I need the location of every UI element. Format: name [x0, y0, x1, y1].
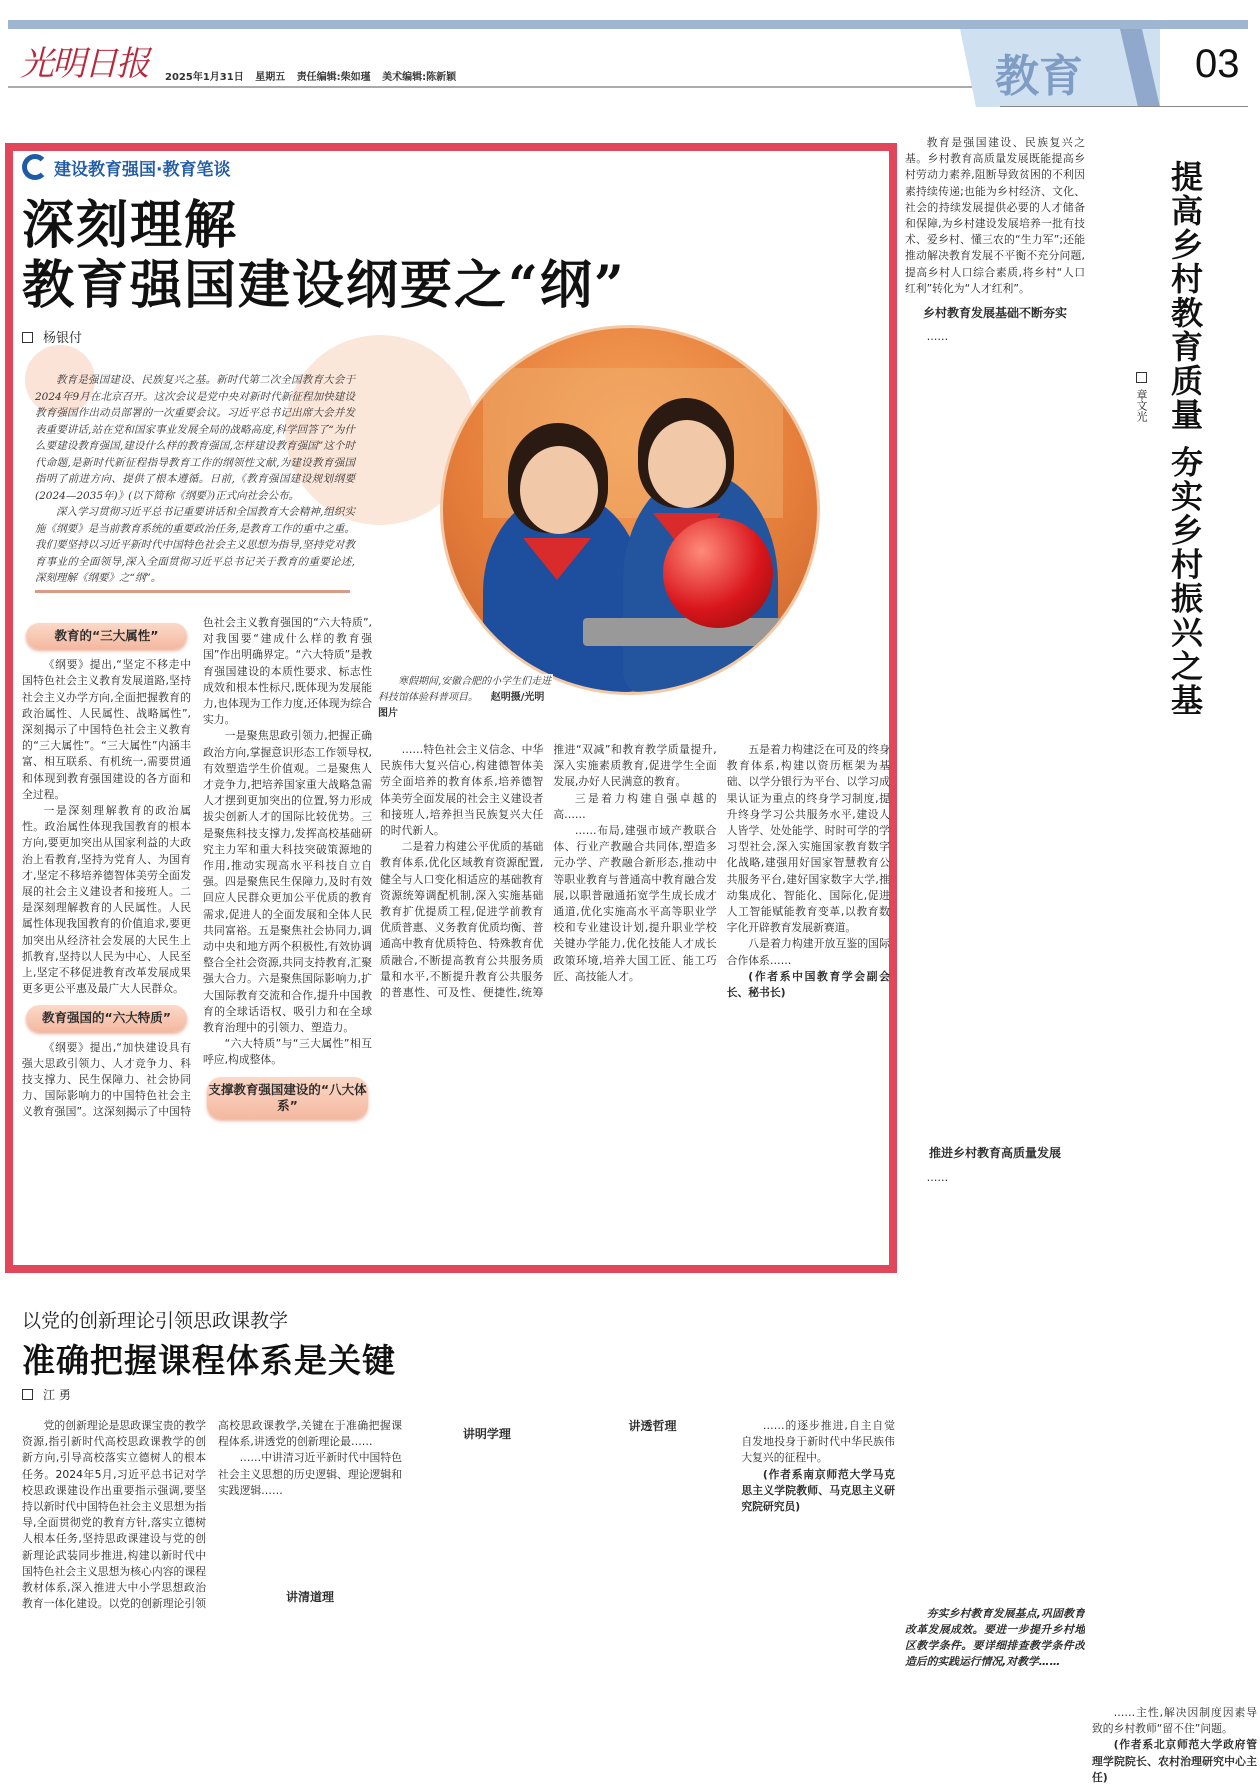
- paragraph: 五是着力构建泛在可及的终身教育体系,构建以资历框架为基础、以学分银行为平台、以学习成果认证为重点的终身学习制度,提升终身学习公共服务水平,建设人人皆学、处处能学、时时可学的学习型社会,深入实施国家教育数字化战略,建强用好国家智慧教育公共服务平台,建好国家数字大学,推动集成化、智能化、国际化,促进人工智能赋能教育变革,以教育数字化开辟教育发展新赛道。: [726, 743, 890, 935]
- paragraph: 二是着力构建公平优质的基础教育体系,优化区域教育资源配置,健全与人口变化相适应的基础教育资源统筹调配机制,深入实施基础教育扩优提质工程,促进学前教育优质普惠、义务教育优质均衡、普通高中教育优质特色、特殊教育优质融合,不断提高教育公共服务质量和水平,不断提升教育公共服务的普惠性、可及性、便捷性,统筹推进“双减”和教育教学质量提升,深入实施素质教育,促进学生全面发展,办好人民满意的教育。: [380, 743, 717, 1000]
- author-credit: (作者系中国教育学会副会长、秘书长): [726, 969, 890, 1000]
- date: 2025年1月31日: [165, 72, 244, 83]
- subhead-three-attributes: 教育的“三大属性”: [26, 623, 187, 649]
- lede-divider: [35, 590, 350, 593]
- paragraph: 党的创新理论是思政课宝贵的教学资源,指引新时代高校思政课教学的创新方向,引导高校落实立德树人的根本任务。2024年5月,习近平总书记对学校思政课建设作出重要指示强调,要坚持以新时代中国特色社会主义思想为指导,全面贯彻党的教育方针,落实立德树人根本任务,坚持思政课建设与党的创新理论武装同步推进,构建以新时代中国特色社会主义思想为核心内容的课程教材体系,深入推进大中小学思想政治教育一体化建设。以党的创新理论引领高校思政课教学,关键在于准确把握课程体系,讲透党的创新理论最……: [22, 1419, 402, 1611]
- photo-caption: [378, 674, 553, 722]
- right-byline: [1133, 372, 1149, 422]
- author-credit: (作者系北京师范大学政府管理学院院长、农村治理研究中心主任): [1092, 1738, 1257, 1784]
- subhead: 讲透哲理: [628, 1419, 677, 1433]
- dateline: [165, 68, 456, 83]
- paragraph: “六大特质”与“三大属性”相互呼应,构成整体。: [203, 1037, 372, 1067]
- bottom-body: [22, 1418, 402, 1788]
- paragraph: ……主性,解决因制度因素导致的乡村教师“留不住”问题。: [1092, 1706, 1257, 1736]
- lede: [35, 372, 355, 587]
- subhead: 推进乡村教育高质量发展: [928, 1146, 1061, 1161]
- kicker-text: 建设教育强国·教育笔谈: [54, 159, 231, 180]
- weekday: 星期五: [255, 72, 286, 83]
- paragraph: 一是深刻理解教育的政治属性。政治属性体现我国教育的根本方向,要更加突出从国家利益的大政治上看教育,坚持为党育人、为国育才,坚定不移培养德智体美劳全面发展的社会主义建设者和接班人。二是深刻理解教育的人民属性。人民属性体现我国教育的价值追求,要更加突出从经济社会发展的大民生上抓教育,坚持以人民为中心、人民至上,坚定不移促进教育改革发展成果更多更公平惠及最广大人民群众。: [22, 804, 191, 996]
- lede-paragraph: 深入学习贯彻习近平总书记重要讲话和全国教育大会精神,组织实施《纲要》是当前教育系统的重要政治任务,是教育工作的重中之重。我们要坚持以习近平新时代中国特色社会主义思想为指导,坚持党对教育事业的全面领导,深入全面贯彻习近平总书记关于教育的重要论述,深刻理解《纲要》之“纲”。: [35, 506, 355, 584]
- page-rule: [1000, 106, 1248, 107]
- main-body-right: [380, 742, 890, 1264]
- byline-box-icon: [1136, 372, 1147, 383]
- author: 江 勇: [43, 1388, 71, 1402]
- headline-line-2: 教育强国建设纲要之“纲”: [22, 255, 626, 316]
- masthead-rule: [8, 86, 983, 88]
- right-body-col1: [905, 135, 1085, 1785]
- author: 杨银付: [43, 331, 83, 346]
- paragraph: 三是着力构建自强卓越的高……: [553, 791, 717, 821]
- subhead: 乡村教育发展基础不断夯实: [922, 306, 1067, 321]
- editor: 责任编辑:柴如瑾: [296, 72, 371, 83]
- bottom-byline: [22, 1386, 71, 1403]
- main-headline: [22, 196, 626, 316]
- photo-credit: 赵明摄/光明图片: [378, 692, 545, 719]
- newspaper-logo: 光明日报: [20, 44, 148, 84]
- section-name: 教育: [995, 51, 1083, 102]
- masthead-bar: [8, 20, 1248, 29]
- guangming-g-icon: [22, 154, 48, 180]
- bottom-body-right: [410, 1418, 895, 1788]
- column-kicker: [22, 154, 230, 180]
- main-body-left: [22, 615, 372, 1263]
- main-byline: [22, 327, 82, 346]
- subhead: 讲明学理: [462, 1427, 511, 1441]
- paragraph: ……特色社会主义信念、中华民族伟大复兴信心,构建德智体美劳全面培养的教育体系,培养德智体美劳全面发展的社会主义建设者和接班人,培养担当民族复兴大任的时代新人。: [380, 743, 544, 838]
- paragraph: ……: [926, 330, 949, 344]
- bottom-headline: 准确把握课程体系是关键: [22, 1341, 396, 1380]
- paragraph: ……布局,建强市域产教联合体、行业产教融合共同体,塑造多元办学、产教融合新形态,推动中等职业教育与普通高中教育融合发展,以职普融通拓宽学生成长成才通道,优化实施高水平高等职业学校和专业建设计划,提升职业学校关键办学能力,优化技能人才成长政策环境,培养大国工匠、能工巧匠、高技能人才。: [553, 824, 717, 983]
- lede-paragraph: 教育是强国建设、民族复兴之基。新时代第二次全国教育大会于2024年9月在北京召开。这次会议是党中央对新时代新征程加快建设教育强国作出动员部署的一次重要会议。习近平总书记出席大会并发表重要讲话,站在党和国家事业发展全局的战略高度,科学回答了“为什么要建设教育强国,建设什么样的教育强国,怎样建设教育强国”这个时代命题,是新时代新征程指导教育工作的纲领性文献,为建设教育强国指明了前进方向、提供了根本遵循。日前,《教育强国建设规划纲要(2024—2035年)》(以下简称《纲要》)正式向社会公布。: [35, 374, 355, 502]
- paragraph: 《纲要》提出,“加快建设具有强大思政引领力、人才竞争力、科技支撑力、民生保障力、社会协同力、国际影响力的中国特色社会主义教育强国”。这深刻揭示了中国特色社会主义教育强国的“六大特质”,对我国要“建成什么样的教育强国”作出明确界定。“六大特质”是教育强国建设的本质性要求、标志性成效和根本性标尺,既体现为发展能力,也体现为工作力度,还体现为综合实力。: [22, 616, 372, 1119]
- paragraph: 夯实乡村教育发展基点,巩固教育改革发展成效。要进一步提升乡村地区教学条件。要详细排查教学条件改造后的实践运行情况,对教学……: [905, 1606, 1085, 1669]
- page-number: 03: [1195, 42, 1240, 86]
- art-editor: 美术编辑:陈新颖: [382, 72, 457, 83]
- paragraph: ……: [926, 1170, 949, 1184]
- byline-box-icon: [22, 1389, 33, 1400]
- bottom-kicker: 以党的创新理论引领思政课教学: [22, 1310, 289, 1332]
- byline-box-icon: [22, 332, 33, 343]
- subhead-eight-systems: 支撑教育强国建设的“八大体系”: [207, 1077, 368, 1119]
- paragraph: ……中讲清习近平新时代中国特色社会主义思想的历史逻辑、理论逻辑和实践逻辑……: [218, 1451, 402, 1497]
- author-credit: (作者系南京师范大学马克思主义学院教师、马克思主义研究院研究员): [741, 1467, 895, 1514]
- paragraph: ……的逐步推进,自主自觉自发地投身于新时代中华民族伟大复兴的征程中。: [741, 1419, 895, 1465]
- paragraph: 《纲要》提出,“坚定不移走中国特色社会主义教育发展道路,坚持社会主义办学方向,全面把握教育的政治属性、人民属性、战略属性”,深刻揭示了中国特色社会主义教育的“三大属性”。“三大属性”内涵丰富、相互联系、有机统一,需要贯通和体现到教育强国建设的各方面和全过程。: [22, 658, 191, 801]
- paragraph: 一是聚焦思政引领力,把握正确政治方向,掌握意识形态工作领导权,有效塑造学生价值观。二是聚焦人才竞争力,把培养国家重大战略急需人才摆到更加突出的位置,努力形成拔尖创新人才的国际比较优势。三是聚焦科技支撑力,发挥高校基础研究主力军和重大科技突破策源地的作用,推动实现高水平科技自立自强。四是聚焦民生保障力,及时有效回应人民群众更加公平优质的教育需求,促进人的全面发展和全体人民共同富裕。五是聚焦社会协同力,调动中央和地方两个积极性,有效协调整合全社会资源,共同支持教育,汇聚强大合力。六是聚焦国际影响力,扩大国际教育交流和合作,提升中国教育的全球话语权、吸引力和在全球教育治理中的引领力、塑造力。: [203, 729, 372, 1035]
- subhead: 讲清道理: [285, 1590, 334, 1605]
- caption-text: 寒假期间,安徽合肥的小学生们走进科技馆体验科普项目。: [378, 676, 552, 703]
- right-headline: 提高乡村教育质量 夯实乡村振兴之基: [1166, 160, 1204, 718]
- news-photo: [440, 325, 820, 695]
- headline-line-1: 深刻理解: [22, 195, 239, 256]
- paragraph: 八是着力构建开放互鉴的国际合作体系……: [726, 937, 890, 967]
- right-body-col2: [1092, 745, 1257, 1790]
- author: 章文光: [1135, 389, 1148, 422]
- paragraph: 教育是强国建设、民族复兴之基。乡村教育高质量发展既能提高乡村劳动力素养,阻断导致贫困的不利因素持续传递;也能为乡村经济、文化、社会的持续发展提供必要的人才储备和保障,为乡村建设发展培养一批有技术、爱乡村、懂三农的“生力军”;还能推动解决教育发展不平衡不充分问题,提高乡村人口综合素质,将乡村“人口红利”转化为“人才红利”。: [905, 136, 1085, 295]
- subhead-six-features: 教育强国的“六大特质”: [26, 1005, 187, 1031]
